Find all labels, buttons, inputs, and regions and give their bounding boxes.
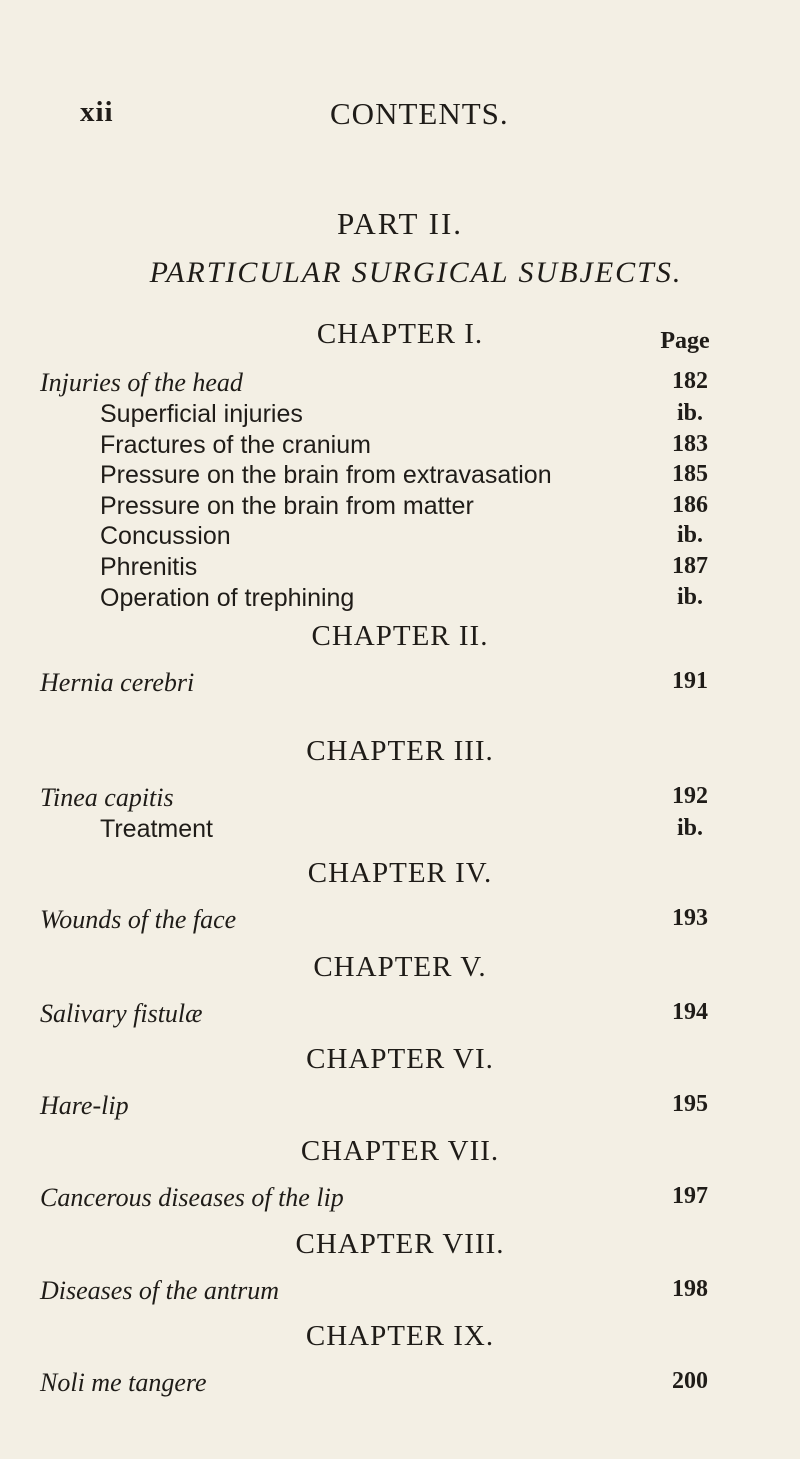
chapter-heading: CHAPTER II. [311,620,489,652]
toc-entry [0,1091,800,1125]
part-subtitle: PARTICULAR SURGICAL SUBJECTS. [149,256,683,289]
toc-entry-page: 186 [672,492,708,518]
toc-entry [0,584,800,618]
toc-entry-page: 197 [672,1183,708,1209]
toc-entry-title: Phrenitis [100,553,198,581]
toc-entry-title: Concussion [100,522,231,550]
toc-entry [0,400,800,434]
toc-entry-page: ib. [676,400,703,426]
toc-entry [0,553,800,587]
chapter-heading: CHAPTER IX. [305,1320,495,1352]
chapter-heading: CHAPTER V. [313,951,487,983]
toc-entry-page: 187 [672,553,708,579]
toc-entry-title: Treatment [100,815,214,843]
toc-entry-page: 200 [672,1368,708,1394]
toc-entry-title: Operation of trephining [100,584,355,612]
toc-entry-page: ib. [676,815,703,841]
toc-entry [0,1276,800,1310]
toc-entry-title: Diseases of the antrum [40,1276,280,1305]
running-head: CONTENTS. [330,96,509,131]
toc-entry [0,522,800,556]
toc-entry-page: 192 [672,783,708,809]
page-column-label: Page [660,328,710,354]
toc-entry [0,431,800,465]
toc-entry [0,368,800,402]
toc-entry [0,905,800,939]
chapter-heading: CHAPTER I. [316,318,484,350]
toc-entry-title: Superficial injuries [100,400,303,428]
toc-entry-page: 185 [672,461,708,487]
toc-entry-title: Cancerous diseases of the lip [40,1183,344,1212]
toc-entry [0,668,800,702]
toc-entry [0,783,800,817]
toc-entry-title: Salivary fistulæ [40,999,203,1028]
part-heading: PART II. [336,206,464,241]
toc-entry-title: Pressure on the brain from matter [100,492,474,520]
toc-entry-page: ib. [676,584,703,610]
toc-entry-title: Tinea capitis [40,783,174,812]
toc-entry-page: 183 [672,431,708,457]
toc-entry-page: 194 [672,999,708,1025]
chapter-heading: CHAPTER III. [306,735,494,767]
chapter-heading: CHAPTER VIII. [295,1228,505,1260]
page-header [0,96,800,146]
toc-entry [0,999,800,1033]
toc-entry-title: Injuries of the head [40,368,243,397]
toc-entry-title: Noli me tangere [40,1368,207,1397]
toc-entry-title: Hernia cerebri [40,668,195,697]
toc-entry [0,815,800,849]
page-number: xii [80,96,114,128]
chapter-heading: CHAPTER VII. [300,1135,500,1167]
chapter-heading: CHAPTER VI. [306,1043,494,1075]
toc-entry-page: 193 [672,905,708,931]
toc-entry-page: 182 [672,368,708,394]
toc-entry-title: Fractures of the cranium [100,431,371,459]
toc-entry [0,1183,800,1217]
toc-entry-page: ib. [676,522,703,548]
toc-entry-title: Wounds of the face [40,905,237,934]
chapter-heading: CHAPTER IV. [307,857,493,889]
toc-entry-title: Pressure on the brain from extravasation [100,461,552,489]
toc-entry-title: Hare-lip [40,1091,129,1120]
toc-entry [0,492,800,526]
toc-entry-page: 195 [672,1091,708,1117]
toc-entry [0,461,800,495]
toc-entry-page: 191 [672,668,708,694]
toc-entry [0,1368,800,1402]
toc-entry-page: 198 [672,1276,708,1302]
